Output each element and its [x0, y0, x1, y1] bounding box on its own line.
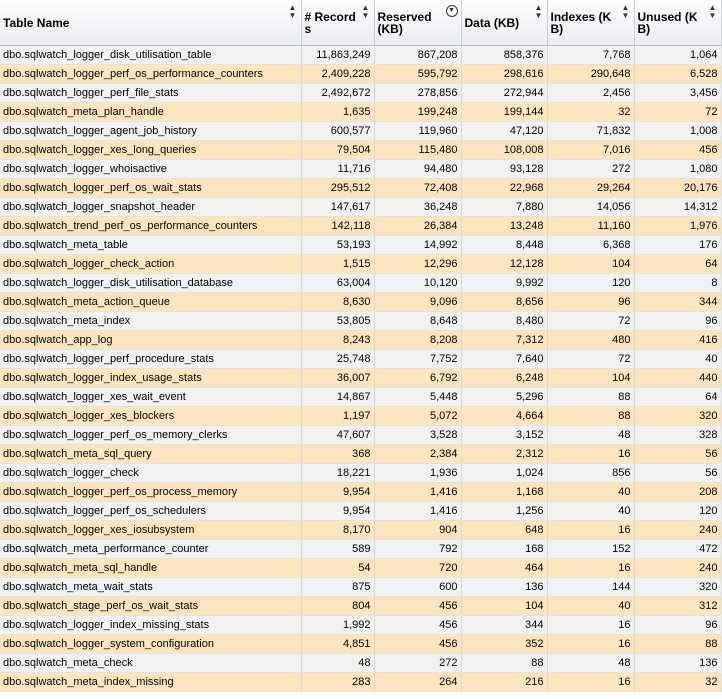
cell-table-name: dbo.sqlwatch_logger_perf_os_schedulers	[0, 502, 301, 521]
cell-reserved: 119,960	[374, 122, 461, 141]
cell-records: 48	[301, 654, 374, 673]
cell-data: 7,640	[461, 350, 547, 369]
cell-indexes: 144	[547, 578, 634, 597]
column-header-label: Unused (KB)	[637, 9, 698, 36]
cell-reserved: 600	[374, 578, 461, 597]
cell-table-name: dbo.sqlwatch_logger_index_missing_stats	[0, 616, 301, 635]
cell-records: 600,577	[301, 122, 374, 141]
table-row[interactable]	[0, 331, 721, 350]
cell-data: 1,168	[461, 483, 547, 502]
cell-indexes: 40	[547, 483, 634, 502]
cell-indexes: 104	[547, 369, 634, 388]
cell-table-name: dbo.sqlwatch_logger_disk_utilisation_table	[0, 46, 301, 65]
cell-data: 7,880	[461, 198, 547, 217]
cell-reserved: 14,992	[374, 236, 461, 255]
cell-table-name: dbo.sqlwatch_meta_sql_query	[0, 445, 301, 464]
cell-table-name: dbo.sqlwatch_logger_perf_os_memory_clerks	[0, 426, 301, 445]
cell-reserved: 10,120	[374, 274, 461, 293]
cell-unused: 6,528	[634, 65, 721, 84]
cell-reserved: 456	[374, 597, 461, 616]
cell-indexes: 856	[547, 464, 634, 483]
cell-table-name: dbo.sqlwatch_stage_perf_os_wait_stats	[0, 597, 301, 616]
cell-table-name: dbo.sqlwatch_logger_check_action	[0, 255, 301, 274]
table-body	[0, 46, 721, 692]
cell-records: 283	[301, 673, 374, 692]
cell-reserved: 595,792	[374, 65, 461, 84]
cell-unused: 56	[634, 445, 721, 464]
cell-records: 8,243	[301, 331, 374, 350]
cell-indexes: 120	[547, 274, 634, 293]
cell-indexes: 40	[547, 502, 634, 521]
cell-table-name: dbo.sqlwatch_trend_perf_os_performance_counters	[0, 217, 301, 236]
table-row[interactable]	[0, 255, 721, 274]
cell-indexes: 16	[547, 673, 634, 692]
table-row[interactable]	[0, 293, 721, 312]
cell-records: 11,863,249	[301, 46, 374, 65]
cell-records: 53,193	[301, 236, 374, 255]
cell-records: 147,617	[301, 198, 374, 217]
cell-indexes: 48	[547, 426, 634, 445]
cell-table-name: dbo.sqlwatch_meta_wait_stats	[0, 578, 301, 597]
cell-indexes: 96	[547, 293, 634, 312]
column-header-label: Table Name	[3, 15, 70, 30]
cell-data: 464	[461, 559, 547, 578]
cell-indexes: 7,768	[547, 46, 634, 65]
cell-records: 1,635	[301, 103, 374, 122]
cell-unused: 440	[634, 369, 721, 388]
column-header-table-name[interactable]	[0, 0, 301, 46]
cell-data: 3,152	[461, 426, 547, 445]
cell-table-name: dbo.sqlwatch_logger_xes_blockers	[0, 407, 301, 426]
table-row[interactable]	[0, 84, 721, 103]
cell-unused: 3,456	[634, 84, 721, 103]
table-row[interactable]	[0, 578, 721, 597]
cell-table-name: dbo.sqlwatch_logger_agent_job_history	[0, 122, 301, 141]
cell-data: 136	[461, 578, 547, 597]
cell-unused: 64	[634, 255, 721, 274]
sort-both-icon: ▲ ▼	[361, 3, 370, 20]
cell-records: 295,512	[301, 179, 374, 198]
table-row[interactable]	[0, 635, 721, 654]
cell-reserved: 272	[374, 654, 461, 673]
column-header-data[interactable]	[461, 0, 547, 46]
cell-table-name: dbo.sqlwatch_logger_perf_procedure_stats	[0, 350, 301, 369]
cell-unused: 14,312	[634, 198, 721, 217]
cell-indexes: 7,016	[547, 141, 634, 160]
cell-data: 7,312	[461, 331, 547, 350]
cell-records: 368	[301, 445, 374, 464]
cell-table-name: dbo.sqlwatch_meta_index	[0, 312, 301, 331]
cell-indexes: 290,648	[547, 65, 634, 84]
cell-data: 22,968	[461, 179, 547, 198]
table-row[interactable]	[0, 597, 721, 616]
cell-unused: 240	[634, 559, 721, 578]
cell-table-name: dbo.sqlwatch_logger_xes_long_queries	[0, 141, 301, 160]
cell-indexes: 6,368	[547, 236, 634, 255]
cell-data: 8,656	[461, 293, 547, 312]
cell-unused: 1,008	[634, 122, 721, 141]
cell-reserved: 264	[374, 673, 461, 692]
cell-unused: 208	[634, 483, 721, 502]
cell-data: 216	[461, 673, 547, 692]
table-row[interactable]	[0, 673, 721, 692]
cell-unused: 120	[634, 502, 721, 521]
cell-data: 8,448	[461, 236, 547, 255]
cell-reserved: 36,248	[374, 198, 461, 217]
cell-reserved: 1,936	[374, 464, 461, 483]
cell-unused: 40	[634, 350, 721, 369]
cell-data: 88	[461, 654, 547, 673]
cell-reserved: 2,384	[374, 445, 461, 464]
cell-reserved: 278,856	[374, 84, 461, 103]
cell-data: 93,128	[461, 160, 547, 179]
cell-indexes: 32	[547, 103, 634, 122]
table-row[interactable]	[0, 46, 721, 65]
table-row[interactable]	[0, 559, 721, 578]
cell-reserved: 199,248	[374, 103, 461, 122]
cell-reserved: 26,384	[374, 217, 461, 236]
cell-indexes: 16	[547, 445, 634, 464]
cell-records: 11,716	[301, 160, 374, 179]
cell-indexes: 2,456	[547, 84, 634, 103]
column-header-reserved[interactable]	[374, 0, 461, 46]
cell-unused: 1,080	[634, 160, 721, 179]
cell-indexes: 11,160	[547, 217, 634, 236]
table-row[interactable]	[0, 179, 721, 198]
cell-table-name: dbo.sqlwatch_logger_perf_os_performance_counters	[0, 65, 301, 84]
column-header-indexes[interactable]	[547, 0, 634, 46]
cell-records: 589	[301, 540, 374, 559]
cell-records: 8,170	[301, 521, 374, 540]
cell-reserved: 9,096	[374, 293, 461, 312]
sort-both-icon: ▲ ▼	[288, 3, 297, 20]
cell-data: 104	[461, 597, 547, 616]
cell-indexes: 16	[547, 616, 634, 635]
table-row[interactable]	[0, 65, 721, 84]
table-row[interactable]	[0, 236, 721, 255]
cell-records: 142,118	[301, 217, 374, 236]
cell-unused: 320	[634, 578, 721, 597]
cell-reserved: 6,792	[374, 369, 461, 388]
cell-data: 648	[461, 521, 547, 540]
cell-unused: 72	[634, 103, 721, 122]
cell-data: 1,024	[461, 464, 547, 483]
cell-table-name: dbo.sqlwatch_app_log	[0, 331, 301, 350]
cell-table-name: dbo.sqlwatch_logger_index_usage_stats	[0, 369, 301, 388]
cell-data: 168	[461, 540, 547, 559]
table-row[interactable]	[0, 407, 721, 426]
cell-unused: 320	[634, 407, 721, 426]
cell-indexes: 16	[547, 559, 634, 578]
cell-reserved: 8,648	[374, 312, 461, 331]
cell-records: 9,954	[301, 502, 374, 521]
table-row[interactable]	[0, 217, 721, 236]
cell-unused: 20,176	[634, 179, 721, 198]
cell-records: 8,630	[301, 293, 374, 312]
cell-table-name: dbo.sqlwatch_meta_check	[0, 654, 301, 673]
cell-data: 858,376	[461, 46, 547, 65]
cell-reserved: 792	[374, 540, 461, 559]
cell-indexes: 88	[547, 388, 634, 407]
cell-data: 13,248	[461, 217, 547, 236]
cell-unused: 1,064	[634, 46, 721, 65]
cell-indexes: 272	[547, 160, 634, 179]
cell-data: 352	[461, 635, 547, 654]
table-row[interactable]	[0, 160, 721, 179]
cell-indexes: 40	[547, 597, 634, 616]
cell-indexes: 152	[547, 540, 634, 559]
cell-reserved: 12,296	[374, 255, 461, 274]
cell-records: 79,504	[301, 141, 374, 160]
cell-unused: 64	[634, 388, 721, 407]
cell-reserved: 72,408	[374, 179, 461, 198]
cell-unused: 176	[634, 236, 721, 255]
cell-reserved: 5,448	[374, 388, 461, 407]
cell-unused: 96	[634, 312, 721, 331]
cell-records: 25,748	[301, 350, 374, 369]
cell-unused: 32	[634, 673, 721, 692]
cell-unused: 344	[634, 293, 721, 312]
cell-table-name: dbo.sqlwatch_meta_index_missing	[0, 673, 301, 692]
cell-indexes: 72	[547, 312, 634, 331]
cell-table-name: dbo.sqlwatch_logger_xes_wait_event	[0, 388, 301, 407]
cell-indexes: 16	[547, 521, 634, 540]
cell-indexes: 48	[547, 654, 634, 673]
cell-indexes: 72	[547, 350, 634, 369]
cell-unused: 8	[634, 274, 721, 293]
cell-reserved: 720	[374, 559, 461, 578]
cell-records: 875	[301, 578, 374, 597]
cell-data: 4,664	[461, 407, 547, 426]
cell-records: 14,867	[301, 388, 374, 407]
cell-unused: 472	[634, 540, 721, 559]
cell-records: 63,004	[301, 274, 374, 293]
column-header-records[interactable]	[301, 0, 374, 46]
cell-unused: 96	[634, 616, 721, 635]
cell-table-name: dbo.sqlwatch_logger_xes_iosubsystem	[0, 521, 301, 540]
cell-reserved: 7,752	[374, 350, 461, 369]
cell-data: 344	[461, 616, 547, 635]
cell-data: 272,944	[461, 84, 547, 103]
cell-indexes: 104	[547, 255, 634, 274]
cell-table-name: dbo.sqlwatch_logger_perf_os_wait_stats	[0, 179, 301, 198]
cell-table-name: dbo.sqlwatch_meta_plan_handle	[0, 103, 301, 122]
column-header-label: Data (KB)	[464, 15, 520, 30]
cell-reserved: 1,416	[374, 483, 461, 502]
cell-table-name: dbo.sqlwatch_meta_performance_counter	[0, 540, 301, 559]
cell-table-name: dbo.sqlwatch_meta_sql_handle	[0, 559, 301, 578]
table-row[interactable]	[0, 369, 721, 388]
cell-records: 2,492,672	[301, 84, 374, 103]
table-row[interactable]	[0, 426, 721, 445]
table-row[interactable]	[0, 540, 721, 559]
cell-records: 804	[301, 597, 374, 616]
table-row[interactable]	[0, 141, 721, 160]
table-row[interactable]	[0, 445, 721, 464]
cell-table-name: dbo.sqlwatch_meta_table	[0, 236, 301, 255]
sort-both-icon: ▲ ▼	[708, 3, 717, 20]
table-row[interactable]	[0, 464, 721, 483]
column-header-label: # Records	[304, 9, 356, 36]
cell-reserved: 8,208	[374, 331, 461, 350]
cell-reserved: 5,072	[374, 407, 461, 426]
cell-unused: 416	[634, 331, 721, 350]
cell-records: 1,515	[301, 255, 374, 274]
table-row[interactable]	[0, 274, 721, 293]
cell-data: 9,992	[461, 274, 547, 293]
cell-data: 298,616	[461, 65, 547, 84]
cell-table-name: dbo.sqlwatch_logger_whoisactive	[0, 160, 301, 179]
cell-unused: 1,976	[634, 217, 721, 236]
cell-records: 47,607	[301, 426, 374, 445]
cell-unused: 240	[634, 521, 721, 540]
table-row[interactable]	[0, 654, 721, 673]
table-row[interactable]	[0, 521, 721, 540]
sort-both-icon: ▲ ▼	[534, 3, 543, 20]
cell-indexes: 14,056	[547, 198, 634, 217]
column-header-label: Indexes (KB)	[550, 9, 612, 36]
cell-records: 9,954	[301, 483, 374, 502]
cell-unused: 56	[634, 464, 721, 483]
cell-data: 1,256	[461, 502, 547, 521]
cell-table-name: dbo.sqlwatch_logger_perf_os_process_memory	[0, 483, 301, 502]
cell-reserved: 3,528	[374, 426, 461, 445]
cell-unused: 456	[634, 141, 721, 160]
cell-indexes: 480	[547, 331, 634, 350]
cell-records: 53,805	[301, 312, 374, 331]
cell-data: 2,312	[461, 445, 547, 464]
cell-reserved: 867,208	[374, 46, 461, 65]
cell-data: 8,480	[461, 312, 547, 331]
cell-data: 12,128	[461, 255, 547, 274]
table-row[interactable]	[0, 616, 721, 635]
table-row[interactable]	[0, 388, 721, 407]
cell-records: 36,007	[301, 369, 374, 388]
table-row[interactable]	[0, 483, 721, 502]
cell-records: 2,409,228	[301, 65, 374, 84]
cell-table-name: dbo.sqlwatch_logger_disk_utilisation_database	[0, 274, 301, 293]
cell-indexes: 88	[547, 407, 634, 426]
table-row[interactable]	[0, 312, 721, 331]
cell-table-name: dbo.sqlwatch_logger_perf_file_stats	[0, 84, 301, 103]
cell-table-name: dbo.sqlwatch_logger_snapshot_header	[0, 198, 301, 217]
cell-records: 54	[301, 559, 374, 578]
cell-indexes: 71,832	[547, 122, 634, 141]
table-row[interactable]	[0, 198, 721, 217]
cell-table-name: dbo.sqlwatch_logger_system_configuration	[0, 635, 301, 654]
cell-unused: 88	[634, 635, 721, 654]
cell-data: 199,144	[461, 103, 547, 122]
cell-data: 47,120	[461, 122, 547, 141]
column-header-label: Reserved (KB)	[377, 9, 432, 36]
cell-unused: 312	[634, 597, 721, 616]
cell-indexes: 29,264	[547, 179, 634, 198]
cell-unused: 136	[634, 654, 721, 673]
table-row[interactable]	[0, 122, 721, 141]
cell-table-name: dbo.sqlwatch_meta_action_queue	[0, 293, 301, 312]
table-row[interactable]	[0, 350, 721, 369]
cell-reserved: 115,480	[374, 141, 461, 160]
cell-indexes: 16	[547, 635, 634, 654]
cell-reserved: 94,480	[374, 160, 461, 179]
cell-reserved: 904	[374, 521, 461, 540]
table-row[interactable]	[0, 502, 721, 521]
table-row[interactable]	[0, 103, 721, 122]
cell-table-name: dbo.sqlwatch_logger_check	[0, 464, 301, 483]
sort-both-icon: ▲ ▼	[621, 3, 630, 20]
cell-reserved: 456	[374, 635, 461, 654]
cell-data: 6,248	[461, 369, 547, 388]
cell-records: 1,992	[301, 616, 374, 635]
column-header-unused[interactable]	[634, 0, 721, 46]
cell-data: 108,008	[461, 141, 547, 160]
cell-reserved: 1,416	[374, 502, 461, 521]
cell-records: 1,197	[301, 407, 374, 426]
cell-records: 18,221	[301, 464, 374, 483]
cell-data: 5,296	[461, 388, 547, 407]
cell-records: 4,851	[301, 635, 374, 654]
sort-desc-icon: ▼	[446, 5, 458, 17]
cell-reserved: 456	[374, 616, 461, 635]
header-row	[0, 0, 721, 46]
cell-unused: 328	[634, 426, 721, 445]
